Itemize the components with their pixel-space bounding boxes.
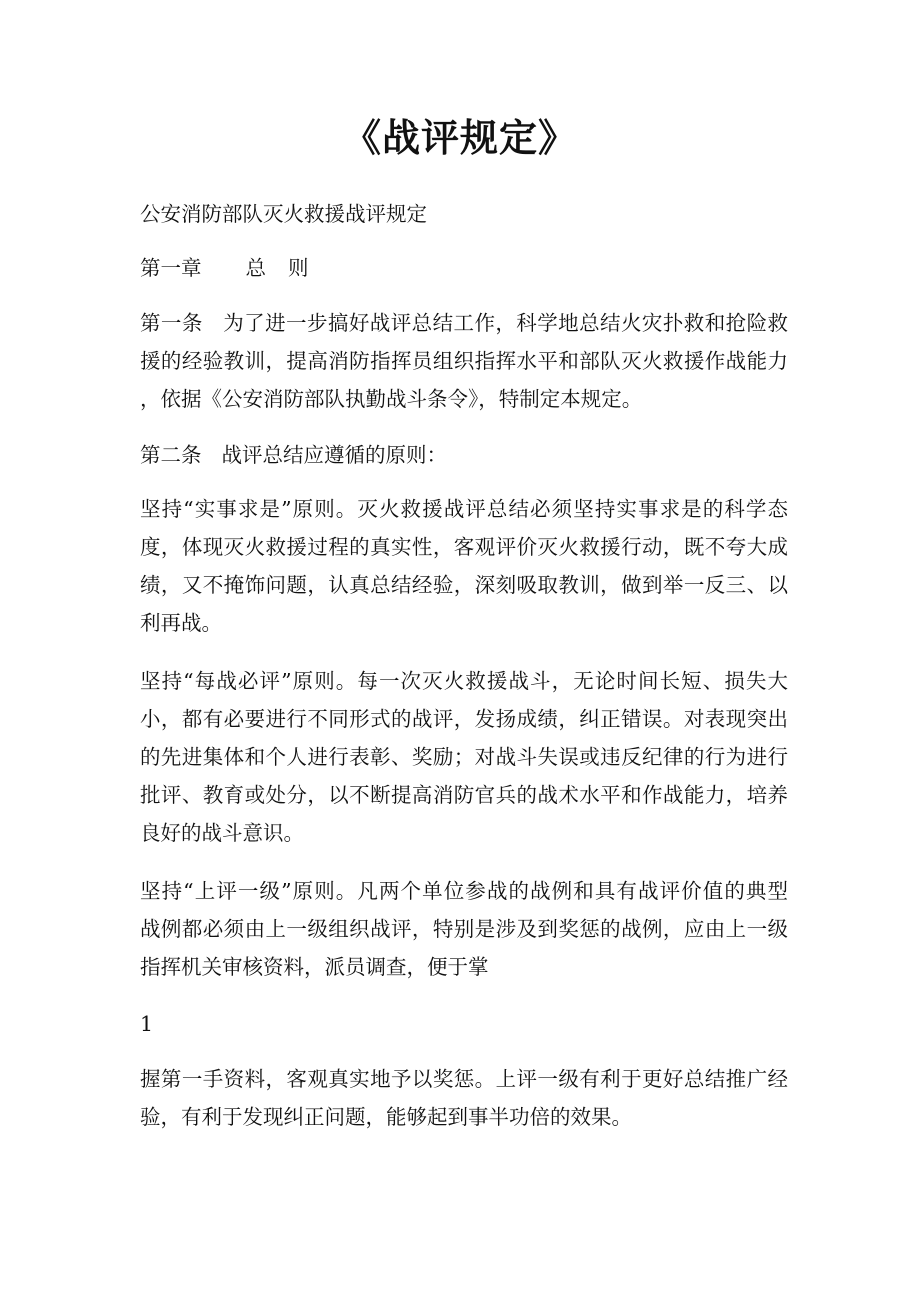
- article-1-text-1: 为了进一步搞好战评总结工作，科学地总结火灾扑救和抢险救: [222, 311, 789, 335]
- principle-1-line-1: 坚持“实事求是”原则。灭火救援战评总结必须坚持实事求是的科学态: [140, 497, 788, 521]
- chapter-heading: [140, 249, 788, 287]
- continuation-paragraph: [140, 1060, 788, 1136]
- principle-3-line-1: 坚持“上评一级”原则。凡两个单位参战的战例和具有战评价值的典型: [140, 879, 788, 903]
- article-2-text: 战评总结应遵循的原则：: [221, 443, 447, 467]
- principle-2-line-4: 批评、教育或处分，以不断提高消防官兵的战术水平和作战能力，培养: [140, 783, 788, 807]
- principle-1-line-2: 度，体现灭火救援过程的真实性，客观评价灭火救援行动，既不夸大成: [140, 535, 788, 559]
- article-1-line-3: ，依据《公安消防部队执勤战斗条令》，特制定本规定。: [140, 387, 643, 411]
- principle-3-line-3: 指挥机关审核资料，派员调查，便于掌: [140, 955, 489, 979]
- principle-2: [140, 662, 788, 852]
- article-1-line-1: [140, 304, 788, 342]
- document-subtitle: [140, 195, 788, 233]
- principle-2-line-3: 的先进集体和个人进行表彰、奖励；对战斗失误或违反纪律的行为进行: [140, 745, 788, 769]
- principle-3-line-2: 战例都必须由上一级组织战评，特别是涉及到奖惩的战例，应由上一级: [140, 917, 788, 941]
- article-2-label: 第二条: [140, 443, 202, 467]
- subtitle-text: 公安消防部队灭火救援战评规定: [140, 202, 427, 226]
- chapter-title-part1: 总: [245, 256, 266, 280]
- article-1-line-2: 援的经验教训，提高消防指挥员组织指挥水平和部队灭火救援作战能力: [140, 349, 788, 373]
- page-number-text: 1: [140, 1012, 154, 1036]
- chapter-number: 第一章: [140, 256, 202, 280]
- page-number: [140, 1005, 788, 1043]
- article-1: [140, 304, 788, 418]
- article-1-label: 第一条: [140, 311, 203, 335]
- article-2-line: [140, 436, 788, 474]
- chapter-title-part2: 则: [288, 256, 309, 280]
- principle-2-line-1: 坚持“每战必评”原则。每一次灭火救援战斗，无论时间长短、损失大: [140, 669, 788, 693]
- principle-1-line-4: 利再战。: [140, 611, 222, 635]
- document-title: 《战评规定》: [342, 115, 577, 160]
- continuation-line-1: 握第一手资料，客观真实地予以奖惩。上评一级有利于更好总结推广经: [140, 1067, 788, 1091]
- article-2: [140, 436, 788, 474]
- continuation-line-2: 验，有利于发现纠正问题，能够起到事半功倍的效果。: [140, 1105, 632, 1129]
- principle-1-line-3: 绩，又不掩饰问题，认真总结经验，深刻吸取教训，做到举一反三、以: [140, 573, 788, 597]
- principle-3: [140, 872, 788, 986]
- principle-1: [140, 490, 788, 642]
- principle-2-line-5: 良好的战斗意识。: [140, 821, 304, 845]
- principle-2-line-2: 小，都有必要进行不同形式的战评，发扬成绩，纠正错误。对表现突出: [140, 707, 788, 731]
- chapter-heading-line: [140, 249, 788, 287]
